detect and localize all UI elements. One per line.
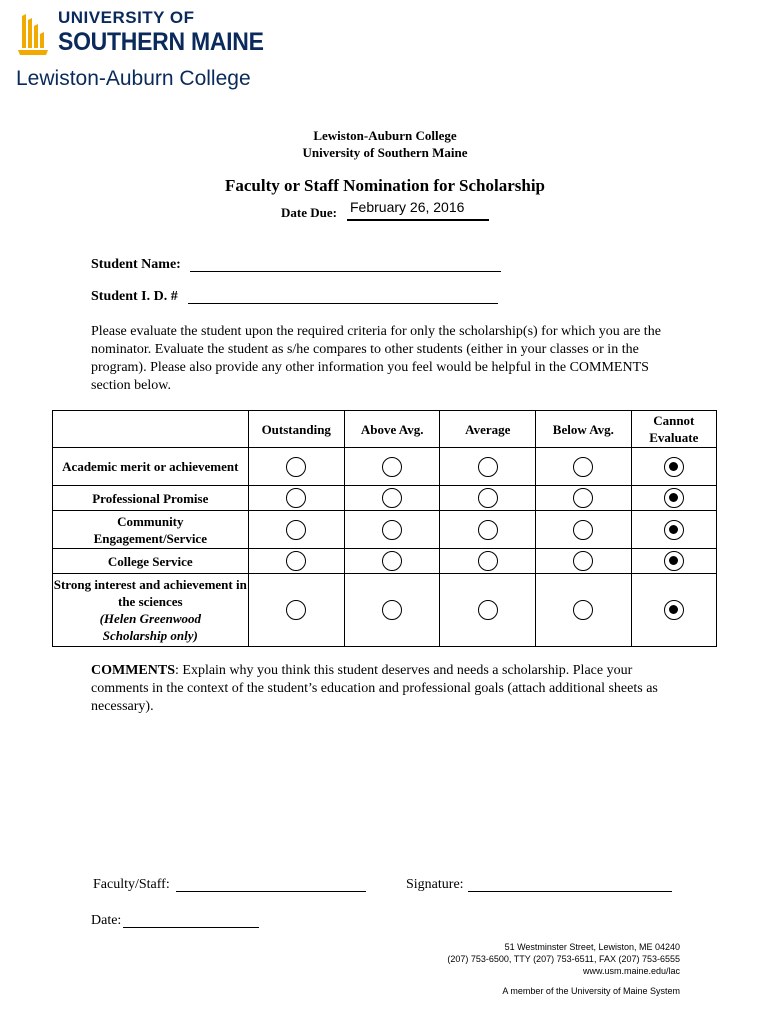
criteria-label bbox=[53, 511, 249, 549]
student-name-label: Student Name: bbox=[91, 257, 181, 272]
evaluation-table bbox=[52, 410, 717, 647]
rating-radio-selected[interactable] bbox=[664, 551, 684, 571]
column-header: Average bbox=[440, 411, 536, 448]
rating-radio[interactable] bbox=[286, 457, 306, 477]
instructions-text: Please evaluate the student upon the required criteria for only the scholarship(s) for which you are the nominator. Evaluate the student as s/he compares to other students (either in your classes or in the program). Please also provide any other information you feel would be helpful in the COMMENTS section below. bbox=[91, 324, 661, 393]
criteria-label-text: Community Engagement/Service bbox=[93, 513, 207, 546]
criteria-label-text: Strong interest and achievement in the sciences bbox=[53, 577, 247, 609]
footer-website[interactable]: www.usm.maine.edu/lac bbox=[582, 966, 680, 976]
criteria-label: Academic merit or achievement bbox=[53, 448, 249, 486]
date-due-underline bbox=[347, 219, 489, 221]
student-id-field[interactable] bbox=[188, 303, 498, 304]
criteria-label: College Service bbox=[53, 549, 249, 574]
table-row bbox=[53, 486, 717, 511]
cannot-evaluate-header: Cannot Evaluate bbox=[649, 413, 699, 445]
student-name-field[interactable] bbox=[190, 271, 501, 272]
column-header: Below Avg. bbox=[536, 411, 631, 448]
rating-radio[interactable] bbox=[382, 457, 402, 477]
rating-radio-selected[interactable] bbox=[664, 520, 684, 540]
rating-radio-selected[interactable] bbox=[664, 457, 684, 477]
rating-radio[interactable] bbox=[382, 488, 402, 508]
rating-radio[interactable] bbox=[573, 520, 593, 540]
logo-southern-maine: SOUTHERN MAINE bbox=[58, 28, 264, 56]
footer-contact bbox=[447, 941, 680, 977]
header-college: Lewiston-Auburn College bbox=[313, 128, 457, 143]
rating-radio[interactable] bbox=[478, 600, 498, 620]
criteria-note: (Helen Greenwood Scholarship only) bbox=[99, 611, 202, 643]
table-row bbox=[53, 574, 717, 647]
footer-member: A member of the University of Maine System bbox=[502, 986, 680, 996]
rating-radio[interactable] bbox=[478, 520, 498, 540]
rating-radio[interactable] bbox=[382, 520, 402, 540]
logo-college-name: Lewiston-Auburn College bbox=[16, 67, 251, 90]
rating-radio[interactable] bbox=[573, 488, 593, 508]
date-field[interactable] bbox=[123, 927, 259, 928]
table-row bbox=[53, 511, 717, 549]
column-header: Outstanding bbox=[248, 411, 344, 448]
table-header-row bbox=[53, 411, 717, 448]
criteria-label bbox=[53, 574, 249, 647]
header-university: University of Southern Maine bbox=[302, 145, 468, 160]
date-due-label: Date Due: bbox=[281, 205, 337, 220]
rating-radio-selected[interactable] bbox=[664, 600, 684, 620]
table-row bbox=[53, 549, 717, 574]
rating-radio[interactable] bbox=[573, 600, 593, 620]
rating-radio[interactable] bbox=[286, 488, 306, 508]
faculty-staff-field[interactable] bbox=[176, 891, 366, 892]
comments-label: COMMENTS bbox=[91, 663, 175, 678]
usm-logo-icon bbox=[16, 12, 50, 56]
rating-radio[interactable] bbox=[286, 551, 306, 571]
rating-radio[interactable] bbox=[382, 551, 402, 571]
column-header: Above Avg. bbox=[344, 411, 439, 448]
rating-radio[interactable] bbox=[478, 457, 498, 477]
faculty-staff-label: Faculty/Staff: bbox=[93, 877, 170, 892]
rating-radio-selected[interactable] bbox=[664, 488, 684, 508]
column-header bbox=[631, 411, 716, 448]
rating-radio[interactable] bbox=[286, 600, 306, 620]
logo-university-of: UNIVERSITY OF bbox=[58, 8, 195, 27]
signature-label: Signature: bbox=[406, 877, 464, 892]
signature-field[interactable] bbox=[468, 891, 672, 892]
comments-text: : Explain why you think this student deserves and needs a scholarship. Place your comments in the context of the student’s education and professional goals (attach additional sheets as necessary). bbox=[91, 663, 658, 714]
document-header bbox=[0, 127, 770, 161]
rating-radio[interactable] bbox=[286, 520, 306, 540]
table-row bbox=[53, 448, 717, 486]
footer-address: 51 Westminster Street, Lewiston, ME 04240 bbox=[504, 942, 680, 952]
rating-radio[interactable] bbox=[573, 457, 593, 477]
rating-radio[interactable] bbox=[478, 551, 498, 571]
footer-phones: (207) 753-6500, TTY (207) 753-6511, FAX (207) 753-6555 bbox=[447, 954, 680, 964]
rating-radio[interactable] bbox=[478, 488, 498, 508]
rating-radio[interactable] bbox=[573, 551, 593, 571]
student-id-label: Student I. D. # bbox=[91, 289, 178, 304]
criteria-header-cell bbox=[53, 411, 249, 448]
criteria-label: Professional Promise bbox=[53, 486, 249, 511]
date-label: Date: bbox=[91, 913, 122, 928]
comments-section bbox=[91, 662, 691, 716]
date-due-field[interactable]: February 26, 2016 bbox=[350, 199, 465, 215]
rating-radio[interactable] bbox=[382, 600, 402, 620]
page-title: Faculty or Staff Nomination for Scholarship bbox=[224, 176, 546, 195]
